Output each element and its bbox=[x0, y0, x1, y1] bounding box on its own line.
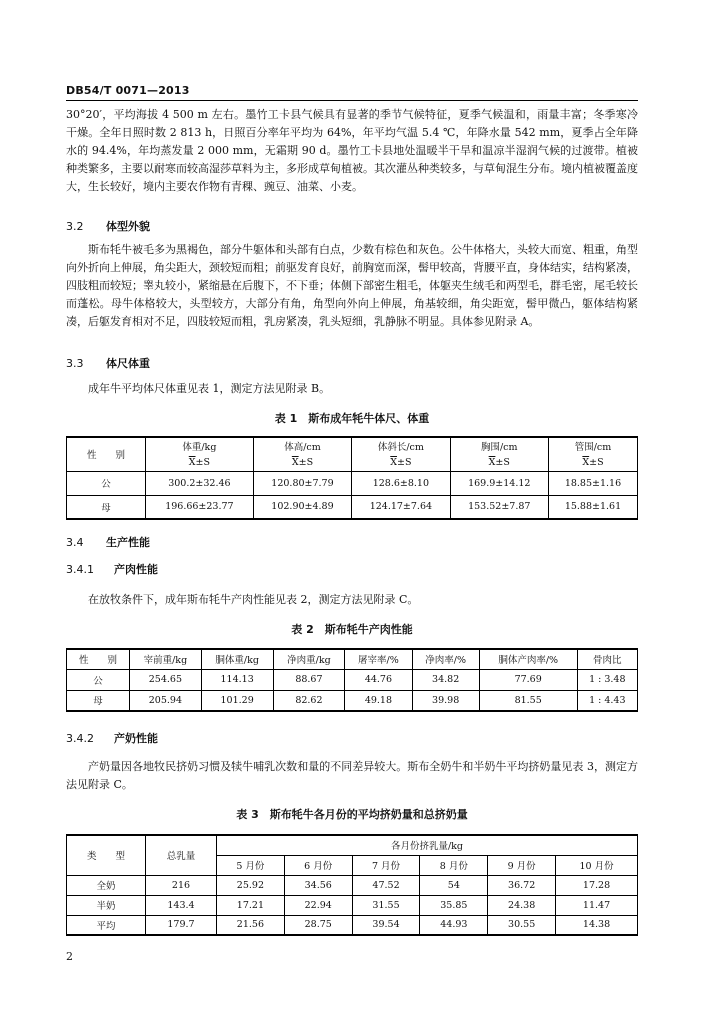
table-cell: 22.94 bbox=[284, 895, 352, 915]
table-header-cell: 净肉率/% bbox=[412, 649, 479, 669]
table-cell: 49.18 bbox=[345, 690, 412, 711]
table-cell: 81.55 bbox=[479, 690, 577, 711]
table-cell: 31.55 bbox=[352, 895, 420, 915]
section-3-4-1-heading bbox=[66, 561, 158, 577]
table-header-cell: 屠宰率/% bbox=[345, 649, 412, 669]
section-3-2-heading bbox=[66, 218, 150, 234]
table-cell: 15.88±1.61 bbox=[548, 495, 637, 519]
section-title: 体型外貌 bbox=[106, 220, 150, 233]
table-row bbox=[67, 895, 638, 915]
table-header-cell: 体重/kg bbox=[146, 437, 254, 454]
table-cell: 196.66±23.77 bbox=[146, 495, 254, 519]
month-header: 8 月份 bbox=[420, 855, 488, 875]
mean-symbol: $\overline{X}$ bbox=[188, 456, 196, 468]
table-cell: 17.28 bbox=[556, 875, 638, 895]
header-rule bbox=[66, 100, 638, 101]
section-3-4-2-heading bbox=[66, 730, 158, 746]
table-cell: 120.80±7.79 bbox=[253, 471, 351, 495]
table-cell: 35.85 bbox=[420, 895, 488, 915]
section-number: 3.4 bbox=[66, 536, 84, 549]
table-row bbox=[67, 471, 638, 495]
table-cell: 44.76 bbox=[345, 669, 412, 690]
stat-cell bbox=[253, 454, 351, 471]
table-cell: 101.29 bbox=[201, 690, 273, 711]
section-number: 3.3 bbox=[66, 357, 84, 370]
table-2 bbox=[66, 648, 638, 712]
stat-suffix: ±S bbox=[298, 456, 314, 468]
table-cell: 1 : 3.48 bbox=[577, 669, 637, 690]
stat-cell bbox=[548, 454, 637, 471]
table-header-cell: 类 型 bbox=[67, 835, 146, 875]
mean-symbol: $\overline{X}$ bbox=[488, 456, 496, 468]
month-header: 6 月份 bbox=[284, 855, 352, 875]
section-title: 产奶性能 bbox=[114, 732, 158, 745]
table-cell: 44.93 bbox=[420, 915, 488, 935]
section-3-3-heading bbox=[66, 355, 150, 371]
table-header-cell: 性 别 bbox=[67, 649, 130, 669]
section-number: 3.4.1 bbox=[66, 563, 94, 576]
row-label: 公 bbox=[67, 669, 130, 690]
stat-cell bbox=[146, 454, 254, 471]
table-header-cell: 性 别 bbox=[67, 437, 146, 471]
table-cell: 179.7 bbox=[146, 915, 217, 935]
section-number: 3.2 bbox=[66, 220, 84, 233]
table-header-cell: 骨肉比 bbox=[577, 649, 637, 669]
stat-cell bbox=[450, 454, 548, 471]
row-label: 母 bbox=[67, 690, 130, 711]
table-2-caption: 表 2 斯布牦牛产肉性能 bbox=[291, 623, 413, 636]
table-cell: 34.82 bbox=[412, 669, 479, 690]
table-row bbox=[67, 875, 638, 895]
table-header-cell: 管围/cm bbox=[548, 437, 637, 454]
table-row bbox=[67, 669, 638, 690]
table-cell: 205.94 bbox=[130, 690, 202, 711]
month-header: 7 月份 bbox=[352, 855, 420, 875]
stat-cell bbox=[352, 454, 450, 471]
table-cell: 300.2±32.46 bbox=[146, 471, 254, 495]
table-cell: 34.56 bbox=[284, 875, 352, 895]
stat-suffix: ±S bbox=[397, 456, 412, 468]
mean-symbol: $\overline{X}$ bbox=[582, 456, 590, 468]
table-cell: 17.21 bbox=[217, 895, 285, 915]
intro-paragraph: 30°20′，平均海拔 4 500 m 左右。墨竹工卡县气候具有显著的季节气候特征，夏季气候温和，雨量丰富；冬季寒冷干燥。全年日照时数 2 813 h，日照百分率年平均为 64%，年平均气温 5.4 ℃，年降水量 542 mm，夏季占全年降水的 94.4%，年均蒸发量 2 000 mm，无霜期 90 d。墨竹工卡县地处温暖半干旱和温凉半湿润气候的过渡带。植被种类繁多，主要以耐寒而较高湿莎草料为主，多形成草甸植被。其次灌丛种类较多，与草甸混生分布。境内植被覆盖度大，生长较好，境内主要农作物有青稞、豌豆、油菜、小麦。 bbox=[66, 108, 638, 193]
table-cell: 30.55 bbox=[488, 915, 556, 935]
table-cell: 128.6±8.10 bbox=[352, 471, 450, 495]
stat-suffix: ±S bbox=[495, 456, 510, 468]
mean-symbol: $\overline{X}$ bbox=[291, 456, 299, 468]
table-cell: 54 bbox=[420, 875, 488, 895]
table-cell: 88.67 bbox=[273, 669, 345, 690]
table-cell: 153.52±7.87 bbox=[450, 495, 548, 519]
table-row bbox=[67, 495, 638, 519]
table-cell: 14.38 bbox=[556, 915, 638, 935]
table-cell: 36.72 bbox=[488, 875, 556, 895]
table-header-cell: 胸围/cm bbox=[450, 437, 548, 454]
table-cell: 24.38 bbox=[488, 895, 556, 915]
table-header-cell: 体斜长/cm bbox=[352, 437, 450, 454]
table-cell: 47.52 bbox=[352, 875, 420, 895]
row-label: 半奶 bbox=[67, 895, 146, 915]
row-label: 公 bbox=[67, 471, 146, 495]
table-header-cell: 胴体产肉率/% bbox=[479, 649, 577, 669]
table-group-header: 各月份挤乳量/kg bbox=[217, 835, 638, 855]
section-title: 生产性能 bbox=[106, 536, 150, 549]
table-header-cell: 体高/cm bbox=[253, 437, 351, 454]
month-header: 5 月份 bbox=[217, 855, 285, 875]
table-cell: 39.54 bbox=[352, 915, 420, 935]
table-cell: 1 : 4.43 bbox=[577, 690, 637, 711]
table-cell: 114.13 bbox=[201, 669, 273, 690]
table-cell: 18.85±1.16 bbox=[548, 471, 637, 495]
table-header-cell: 总乳量 bbox=[146, 835, 217, 875]
table-header-cell: 胴体重/kg bbox=[201, 649, 273, 669]
section-3-2-paragraph: 斯布牦牛被毛多为黑褐色，部分牛躯体和头部有白点，少数有棕色和灰色。公牛体格大，头较大而宽、粗重，角型向外折向上伸展，角尖距大，颈较短而粗；前驱发育良好，前胸宽而深，髻甲较高，背腰平直，身体结实，结构紧凑，四肢粗而较短；睾丸较小，紧缩悬在后腹下，不下垂；体侧下部密生粗毛，体躯夹生绒毛和两型毛，群毛密，尾毛较长而蓬松。母牛体格较大，头型较方，大部分有角，角型向外向上伸展，角基较细，角尖距宽，髻甲微凸，躯体结构紧凑，后躯发育相对不足，四肢较短而粗，乳房紧凑，乳头短细，乳静脉不明显。具体参见附录 A。 bbox=[66, 243, 638, 328]
table-3-caption: 表 3 斯布牦牛各月份的平均挤奶量和总挤奶量 bbox=[236, 808, 468, 821]
table-cell: 28.75 bbox=[284, 915, 352, 935]
table-row bbox=[67, 690, 638, 711]
section-title: 体尺体重 bbox=[106, 357, 150, 370]
month-header: 9 月份 bbox=[488, 855, 556, 875]
row-label: 全奶 bbox=[67, 875, 146, 895]
table-cell: 216 bbox=[146, 875, 217, 895]
document-code: DB54/T 0071—2013 bbox=[66, 84, 190, 97]
row-label: 母 bbox=[67, 495, 146, 519]
mean-symbol: $\overline{X}$ bbox=[390, 456, 398, 468]
section-3-3-paragraph: 成年牛平均体尺体重见表 1，测定方法见附录 B。 bbox=[88, 382, 331, 395]
table-cell: 25.92 bbox=[217, 875, 285, 895]
table-cell: 143.4 bbox=[146, 895, 217, 915]
section-number: 3.4.2 bbox=[66, 732, 94, 745]
table-row bbox=[67, 915, 638, 935]
table-cell: 102.90±4.89 bbox=[253, 495, 351, 519]
table-cell: 169.9±14.12 bbox=[450, 471, 548, 495]
table-header-cell: 净肉重/kg bbox=[273, 649, 345, 669]
row-label: 平均 bbox=[67, 915, 146, 935]
table-header-cell: 宰前重/kg bbox=[130, 649, 202, 669]
section-title: 产肉性能 bbox=[114, 563, 158, 576]
table-3 bbox=[66, 834, 638, 936]
table-cell: 82.62 bbox=[273, 690, 345, 711]
table-1 bbox=[66, 436, 638, 520]
table-1-caption: 表 1 斯布成年牦牛体尺、体重 bbox=[274, 412, 430, 425]
month-header: 10 月份 bbox=[556, 855, 638, 875]
table-cell: 39.98 bbox=[412, 690, 479, 711]
table-cell: 77.69 bbox=[479, 669, 577, 690]
section-3-4-1-paragraph: 在放牧条件下，成年斯布牦牛产肉性能见表 2，测定方法见附录 C。 bbox=[88, 593, 419, 606]
stat-suffix: ±S bbox=[589, 456, 604, 468]
section-3-4-heading bbox=[66, 534, 150, 550]
section-3-4-2-paragraph: 产奶量因各地牧民挤奶习惯及犊牛哺乳次数和量的不同差异较大。斯布全奶牛和半奶牛平均挤奶量见表 3，测定方法见附录 C。 bbox=[66, 760, 638, 791]
page-number: 2 bbox=[66, 950, 73, 963]
table-cell: 124.17±7.64 bbox=[352, 495, 450, 519]
table-cell: 254.65 bbox=[130, 669, 202, 690]
table-cell: 11.47 bbox=[556, 895, 638, 915]
table-cell: 21.56 bbox=[217, 915, 285, 935]
stat-suffix: ±S bbox=[195, 456, 210, 468]
